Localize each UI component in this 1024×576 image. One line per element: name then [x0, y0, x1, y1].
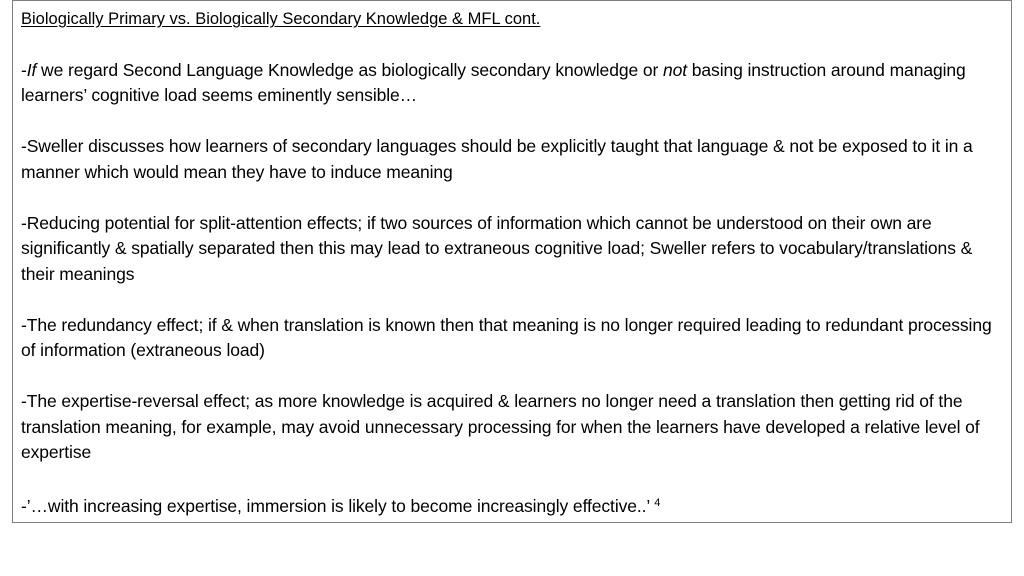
- slide-title: Biologically Primary vs. Biologically Secondary Knowledge & MFL cont.: [21, 10, 541, 28]
- paragraph-redundancy-effect: -The redundancy effect; if & when translation is known then that meaning is no longer required leading to redundant processing of information (extraneous load): [21, 314, 992, 360]
- spacer: [21, 466, 1003, 492]
- emphasis-not: not: [662, 59, 688, 80]
- paragraph-expertise-reversal: -The expertise-reversal effect; as more knowledge is acquired & learners no longer need a translation then getting rid of the translation meaning, for example, may avoid unnecessary processing for when the learners have developed a relative level of expertise: [21, 391, 980, 462]
- spacer: [21, 109, 1003, 135]
- spacer: [21, 185, 1003, 211]
- spacer: [21, 364, 1003, 390]
- paragraph-text: basing instruction around managing learners’ cognitive load seems eminently sensible…: [21, 59, 966, 105]
- spacer: [21, 32, 1003, 58]
- paragraph-if-second-language: [21, 58, 1003, 109]
- paragraph-split-attention: -Reducing potential for split-attention effects; if two sources of information which cannot be understood on their own are significantly & spatially separated then this may lead to extraneous cognitive load; Sweller refers to vocabulary/translations & their meanings: [21, 212, 973, 284]
- paragraph-immersion-quote: [21, 491, 1003, 520]
- paragraph-sweller-explicit: -Sweller discusses how learners of secondary languages should be explicitly taught that language & not be exposed to it in a manner which would mean they have to induce meaning: [21, 136, 973, 182]
- footnote-marker: 4: [654, 497, 661, 509]
- paragraph-dash: -: [21, 59, 27, 80]
- emphasis-if: If: [26, 59, 37, 80]
- spacer: [21, 287, 1003, 313]
- quote-text: -’…with increasing expertise, immersion is likely to become increasingly effective..’: [21, 496, 651, 516]
- slide-text-box: [12, 0, 1012, 523]
- paragraph-text: we regard Second Language Knowledge as biologically secondary knowledge or: [36, 59, 663, 80]
